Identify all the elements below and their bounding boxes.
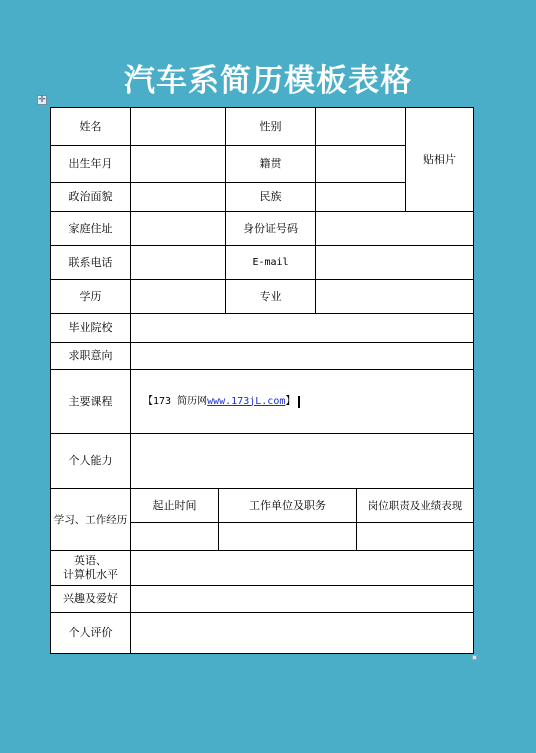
intention-field[interactable] (131, 343, 473, 370)
ethnicity-label: 民族 (226, 183, 316, 212)
address-label: 家庭住址 (51, 212, 131, 246)
courses-link[interactable]: www.173jL.com (207, 395, 286, 407)
intention-label: 求职意向 (51, 343, 131, 370)
major-field[interactable] (316, 280, 473, 314)
politics-label: 政治面貌 (51, 183, 131, 212)
gender-label: 性别 (226, 108, 316, 146)
ability-label: 个人能力 (51, 434, 131, 489)
table-resize-handle[interactable] (472, 655, 477, 660)
exp-col-time: 起止时间 (131, 489, 219, 523)
exp-unit-field[interactable] (219, 523, 357, 551)
exp-duty-field[interactable] (357, 523, 473, 551)
language-label-line1: 英语、 (74, 554, 107, 567)
origin-field[interactable] (316, 146, 406, 183)
courses-text-prefix: 【173 简历网 (143, 395, 208, 407)
education-field[interactable] (131, 280, 226, 314)
phone-label: 联系电话 (51, 246, 131, 280)
hobby-field[interactable] (131, 586, 473, 613)
text-cursor (298, 396, 300, 408)
education-label: 学历 (51, 280, 131, 314)
resume-form-table (50, 107, 474, 654)
exp-time-field[interactable] (131, 523, 219, 551)
evaluation-label: 个人评价 (51, 613, 131, 653)
origin-label: 籍贯 (226, 146, 316, 183)
id-field[interactable] (316, 212, 473, 246)
gender-field[interactable] (316, 108, 406, 146)
evaluation-field[interactable] (131, 613, 473, 653)
language-field[interactable] (131, 551, 473, 586)
courses-text-suffix: 】 (285, 395, 296, 407)
email-field[interactable] (316, 246, 473, 280)
birth-field[interactable] (131, 146, 226, 183)
language-label (51, 551, 131, 586)
photo-box[interactable]: 贴相片 (406, 108, 473, 212)
id-label: 身份证号码 (226, 212, 316, 246)
ability-field[interactable] (131, 434, 473, 489)
email-label: E-mail (226, 246, 316, 280)
major-label: 专业 (226, 280, 316, 314)
ethnicity-field[interactable] (316, 183, 406, 212)
phone-field[interactable] (131, 246, 226, 280)
name-field[interactable] (131, 108, 226, 146)
hobby-label: 兴趣及爱好 (51, 586, 131, 613)
language-label-line2: 计算机水平 (63, 568, 118, 581)
school-label: 毕业院校 (51, 314, 131, 343)
page-title: 汽车系简历模板表格 (124, 63, 412, 99)
school-field[interactable] (131, 314, 473, 343)
birth-label: 出生年月 (51, 146, 131, 183)
politics-field[interactable] (131, 183, 226, 212)
exp-col-duty: 岗位职责及业绩表现 (357, 489, 473, 523)
courses-field[interactable] (131, 370, 473, 434)
experience-label: 学习、工作经历 (51, 489, 131, 551)
courses-label: 主要课程 (51, 370, 131, 434)
name-label: 姓名 (51, 108, 131, 146)
exp-col-unit: 工作单位及职务 (219, 489, 357, 523)
table-move-handle-icon[interactable]: ✛ (38, 95, 46, 105)
address-field[interactable] (131, 212, 226, 246)
